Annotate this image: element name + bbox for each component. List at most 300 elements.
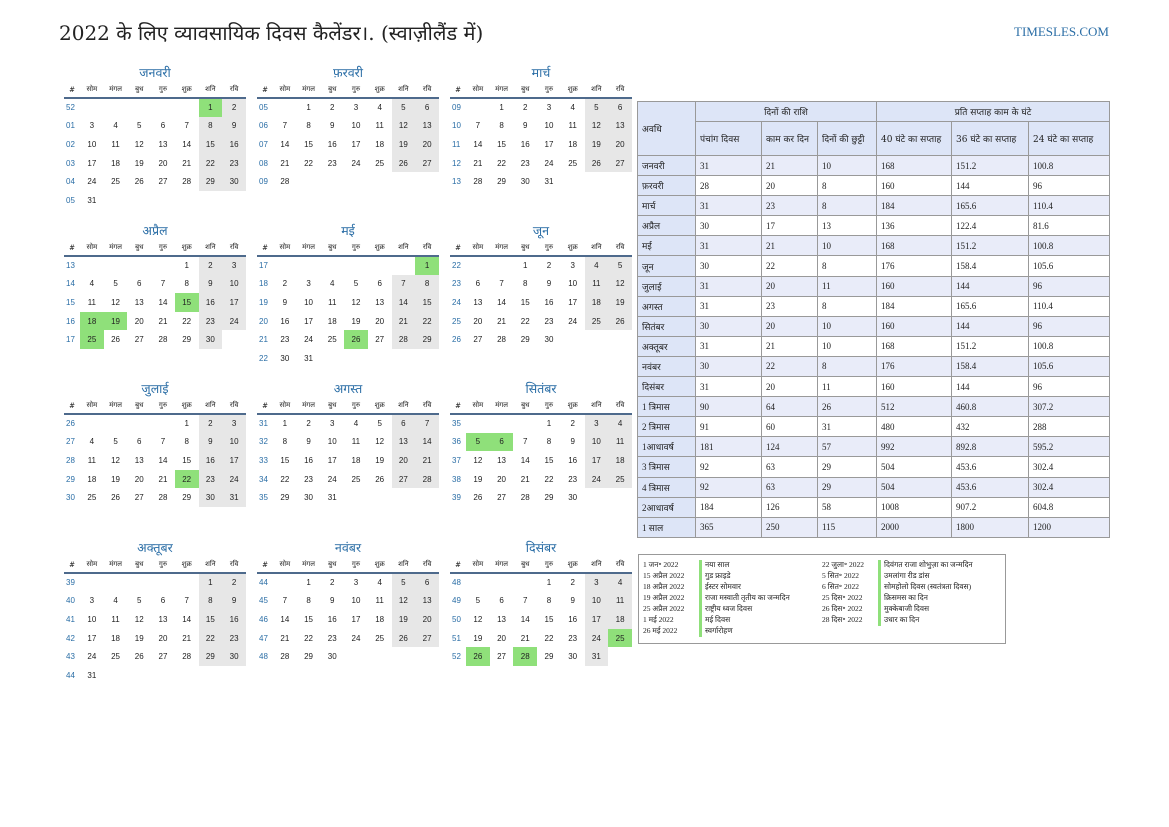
day-cell (320, 256, 344, 275)
value-cell: 2000 (877, 517, 952, 537)
weekday-header: शनि (199, 398, 223, 414)
value-cell: 144 (952, 377, 1029, 397)
day-cell: 21 (473, 158, 483, 168)
value-cell: 8 (818, 356, 877, 376)
day-cell (175, 191, 199, 210)
day-cell: 4 (377, 578, 382, 588)
day-cell: 5 (392, 98, 416, 117)
day-cell: 15 (182, 455, 192, 465)
weekday-header: गुरु (151, 398, 175, 414)
value-cell: 96 (1029, 276, 1110, 296)
day-cell: 6 (475, 279, 481, 289)
day-cell: 8 (199, 592, 223, 611)
period-cell: मार्च (638, 196, 696, 216)
weekday-header: शनि (392, 398, 416, 414)
day-cell: 24 (585, 470, 609, 489)
value-cell: 92 (696, 457, 762, 477)
holiday-item (822, 571, 973, 582)
day-cell: 13 (497, 614, 506, 624)
weekday-header: रवि (222, 240, 246, 256)
table-row (638, 316, 1110, 336)
day-cell: 18 (327, 316, 337, 326)
day-cell (104, 573, 128, 592)
holiday-column (822, 560, 973, 626)
day-cell: 8 (199, 117, 223, 136)
week-number: 52 (452, 652, 461, 662)
day-cell: 13 (497, 455, 506, 465)
day-cell: 29 (280, 493, 290, 503)
day-cell: 15 (544, 455, 554, 465)
value-cell: 29 (818, 457, 877, 477)
day-cell: 7 (282, 121, 288, 131)
month-calendar (450, 380, 632, 507)
day-cell: 27 (158, 177, 168, 187)
value-cell: 136 (877, 216, 952, 236)
column-header: 40 घंटे का सप्ताह (877, 122, 952, 156)
value-cell: 58 (818, 497, 877, 517)
table-row (638, 517, 1110, 537)
day-cell: 30 (544, 335, 554, 345)
weekday-header: # (64, 82, 80, 98)
value-cell: 144 (952, 176, 1029, 196)
value-cell: 907.2 (952, 497, 1029, 517)
day-cell: 19 (351, 316, 361, 326)
value-cell: 144 (952, 276, 1029, 296)
day-cell: 26 (111, 493, 120, 503)
day-cell: 12 (392, 117, 416, 136)
day-cell (415, 172, 439, 191)
day-cell: 2 (523, 103, 528, 113)
day-cell: 10 (544, 121, 554, 131)
business-days-table (637, 101, 1110, 538)
week-number: 38 (452, 474, 461, 484)
day-cell: 31 (304, 353, 313, 363)
day-cell: 20 (158, 633, 168, 643)
weekday-header: शनि (585, 240, 609, 256)
value-cell: 31 (696, 196, 762, 216)
value-cell: 126 (762, 497, 818, 517)
day-cell: 4 (113, 596, 118, 606)
day-cell: 3 (330, 419, 335, 429)
day-cell (368, 256, 392, 275)
day-cell: 29 (182, 493, 192, 503)
week-number: 46 (259, 614, 268, 624)
day-cell: 22 (280, 474, 290, 484)
day-cell: 30 (199, 488, 223, 507)
day-cell: 31 (87, 195, 97, 205)
day-cell: 31 (222, 488, 246, 507)
day-cell: 29 (182, 335, 192, 345)
day-cell: 31 (585, 647, 609, 666)
value-cell: 504 (877, 457, 952, 477)
day-cell: 3 (89, 596, 95, 606)
day-cell (320, 172, 344, 191)
day-cell (490, 256, 514, 275)
value-cell: 22 (762, 356, 818, 376)
day-cell: 7 (392, 275, 416, 294)
day-cell: 20 (375, 316, 385, 326)
day-cell: 20 (415, 610, 439, 629)
week-number: 36 (452, 437, 461, 447)
weekday-header: मंगल (490, 398, 514, 414)
day-cell (392, 256, 416, 275)
weekday-header: मंगल (104, 240, 128, 256)
period-cell: सितंबर (638, 316, 696, 336)
day-cell (344, 488, 368, 507)
week-number: 42 (66, 633, 75, 643)
day-cell (585, 330, 609, 349)
day-cell: 28 (182, 177, 192, 187)
day-cell: 4 (585, 256, 609, 275)
table-row (638, 497, 1110, 517)
week-number: 28 (66, 455, 75, 465)
value-cell: 13 (818, 216, 877, 236)
day-cell: 19 (392, 135, 416, 154)
value-cell: 110.4 (1029, 196, 1110, 216)
day-cell: 25 (608, 629, 632, 648)
day-cell: 7 (523, 596, 528, 606)
weekday-header: शनि (392, 82, 416, 98)
weekday-header: सोम (80, 398, 104, 414)
day-cell: 10 (351, 596, 361, 606)
day-cell (127, 98, 151, 117)
weekday-header: गुरु (344, 240, 368, 256)
day-cell (392, 647, 416, 666)
weekday-header: सोम (273, 557, 297, 573)
day-cell (513, 414, 537, 433)
day-cell: 12 (351, 297, 361, 307)
table-row (638, 457, 1110, 477)
day-cell: 15 (199, 610, 223, 629)
day-cell: 8 (546, 596, 552, 606)
weekday-header: मंगल (104, 398, 128, 414)
period-cell: 3 त्रिमास (638, 457, 696, 477)
day-cell: 30 (280, 353, 290, 363)
day-cell: 6 (490, 433, 514, 452)
holiday-date: 25 दिस॰ 2022 (822, 593, 863, 602)
day-cell: 20 (608, 135, 632, 154)
holiday-name: सोमहोलो दिवस (स्वतंत्रता दिवस) (878, 582, 971, 593)
day-cell: 25 (111, 177, 120, 187)
weekday-header: शनि (585, 82, 609, 98)
day-cell (585, 172, 609, 191)
day-cell: 2 (306, 419, 311, 429)
day-cell: 16 (327, 139, 337, 149)
day-cell: 15 (415, 293, 439, 312)
day-cell: 29 (199, 647, 223, 666)
day-cell: 20 (473, 316, 483, 326)
week-number: 52 (66, 103, 75, 113)
day-cell: 19 (111, 474, 120, 484)
day-cell: 23 (568, 633, 578, 643)
weekday-header: # (257, 557, 273, 573)
value-cell: 31 (818, 417, 877, 437)
weekday-header: शुक्र (561, 398, 585, 414)
day-cell: 10 (585, 592, 609, 611)
day-cell: 30 (222, 172, 246, 191)
day-cell: 17 (304, 316, 313, 326)
day-cell: 16 (568, 614, 578, 624)
weekday-header: गुरु (344, 82, 368, 98)
week-number: 49 (452, 596, 461, 606)
day-cell: 30 (222, 647, 246, 666)
day-cell: 16 (199, 451, 223, 470)
day-cell: 5 (608, 256, 632, 275)
day-cell: 23 (327, 158, 337, 168)
day-cell: 7 (523, 437, 528, 447)
weekday-header: सोम (273, 240, 297, 256)
day-cell: 15 (520, 297, 530, 307)
weekday-header: रवि (415, 82, 439, 98)
day-cell: 23 (222, 154, 246, 173)
holiday-date: 28 दिस॰ 2022 (822, 615, 863, 624)
value-cell: 595.2 (1029, 437, 1110, 457)
period-cell: 4 त्रिमास (638, 477, 696, 497)
day-cell: 4 (113, 121, 118, 131)
day-cell: 26 (585, 154, 609, 173)
day-cell (151, 666, 175, 685)
day-cell: 16 (199, 293, 223, 312)
day-cell: 8 (415, 275, 439, 294)
weekday-header: मंगल (297, 398, 321, 414)
day-cell: 9 (306, 437, 311, 447)
day-cell: 23 (327, 633, 337, 643)
week-number: 10 (452, 121, 461, 131)
day-cell: 8 (282, 437, 288, 447)
value-cell: 96 (1029, 316, 1110, 336)
hours-group-header: प्रति सप्ताह काम के घंटे (877, 102, 1110, 122)
day-cell: 20 (158, 158, 168, 168)
day-cell (104, 666, 128, 685)
value-cell: 26 (818, 397, 877, 417)
value-cell: 158.4 (952, 356, 1029, 376)
day-cell: 14 (520, 614, 530, 624)
period-cell: दिसंबर (638, 377, 696, 397)
day-cell: 7 (415, 414, 439, 433)
day-cell (151, 256, 175, 275)
day-cell: 27 (473, 335, 483, 345)
weekday-header: बुध (513, 557, 537, 573)
day-cell: 27 (415, 154, 439, 173)
value-cell: 8 (818, 196, 877, 216)
day-cell: 19 (375, 455, 385, 465)
day-cell: 25 (80, 330, 104, 349)
weekday-header: # (257, 82, 273, 98)
day-cell: 11 (608, 592, 632, 611)
column-header: काम कर दिन (762, 122, 818, 156)
value-cell: 160 (877, 377, 952, 397)
day-cell: 3 (222, 256, 246, 275)
day-cell: 6 (415, 573, 439, 592)
day-cell (561, 172, 585, 191)
holiday-item (643, 560, 790, 571)
day-cell: 15 (175, 293, 199, 312)
week-number: 31 (259, 419, 268, 429)
value-cell: 17 (762, 216, 818, 236)
value-cell: 30 (696, 356, 762, 376)
table-row (638, 377, 1110, 397)
day-cell: 22 (415, 312, 439, 331)
day-cell: 17 (351, 139, 361, 149)
table-row (638, 236, 1110, 256)
day-cell: 22 (304, 158, 313, 168)
day-cell: 21 (280, 158, 290, 168)
day-cell: 5 (353, 279, 359, 289)
holiday-name: दिवंगत राजा शोभुज़ा का जन्मदिन (878, 560, 973, 571)
weekday-header: रवि (415, 398, 439, 414)
day-cell: 26 (608, 312, 632, 331)
holiday-item (822, 593, 973, 604)
holiday-date: 22 जुला॰ 2022 (822, 560, 865, 569)
day-cell: 27 (158, 652, 168, 662)
day-cell: 28 (280, 177, 290, 187)
day-cell: 4 (608, 573, 632, 592)
day-cell: 8 (184, 279, 189, 289)
value-cell: 60 (762, 417, 818, 437)
day-cell: 4 (608, 414, 632, 433)
value-cell: 165.6 (952, 296, 1029, 316)
value-cell: 165.6 (952, 196, 1029, 216)
period-cell: 1आधावर्ष (638, 437, 696, 457)
value-cell: 122.4 (952, 216, 1029, 236)
value-cell: 64 (762, 397, 818, 417)
day-cell: 18 (608, 610, 632, 629)
day-cell: 1 (306, 578, 311, 588)
weekday-header: शनि (199, 240, 223, 256)
week-number: 40 (66, 596, 75, 606)
value-cell: 28 (696, 176, 762, 196)
day-cell: 21 (520, 633, 530, 643)
weekday-header: सोम (466, 557, 490, 573)
week-number: 01 (66, 121, 75, 131)
value-cell: 96 (1029, 377, 1110, 397)
month-name: अक्तूबर (137, 540, 173, 555)
day-cell: 18 (585, 293, 609, 312)
weekday-header: बुध (127, 557, 151, 573)
day-cell (175, 98, 199, 117)
day-cell (175, 573, 199, 592)
day-cell: 22 (544, 633, 554, 643)
day-cell: 18 (608, 451, 632, 470)
weekday-header: रवि (608, 557, 632, 573)
week-number: 25 (452, 316, 461, 326)
week-number: 22 (452, 261, 461, 271)
holiday-date: 6 सित॰ 2022 (822, 582, 859, 591)
day-cell: 29 (415, 330, 439, 349)
day-cell: 28 (415, 470, 439, 489)
day-cell (151, 191, 175, 210)
day-cell: 4 (89, 437, 95, 447)
holiday-name: उधार का दिन (878, 615, 919, 626)
days-group-header: दिनों की राशि (696, 102, 877, 122)
day-cell: 29 (520, 335, 530, 345)
value-cell: 168 (877, 336, 952, 356)
holiday-name: राष्ट्रीय ध्वज दिवस (699, 604, 752, 615)
weekday-header: गुरु (537, 398, 561, 414)
table-row (638, 437, 1110, 457)
day-cell: 18 (80, 312, 104, 331)
value-cell: 20 (762, 276, 818, 296)
weekday-header: रवि (415, 557, 439, 573)
value-cell: 100.8 (1029, 336, 1110, 356)
day-cell: 1 (199, 98, 223, 117)
value-cell: 21 (762, 156, 818, 176)
day-cell: 25 (585, 312, 609, 331)
weekday-header: बुध (320, 398, 344, 414)
day-cell (368, 349, 392, 368)
week-number: 51 (452, 633, 461, 643)
day-cell: 3 (222, 414, 246, 433)
week-number: 35 (259, 493, 268, 503)
day-cell: 24 (351, 633, 361, 643)
day-cell: 10 (351, 121, 361, 131)
value-cell: 124 (762, 437, 818, 457)
table-row (638, 477, 1110, 497)
value-cell: 160 (877, 316, 952, 336)
value-cell: 63 (762, 477, 818, 497)
column-header: 24 घंटे का सप्ताह (1029, 122, 1110, 156)
holiday-item (822, 560, 973, 571)
weekday-header: # (64, 557, 80, 573)
day-cell (585, 488, 609, 507)
day-cell: 4 (570, 103, 575, 113)
week-number: 08 (259, 158, 268, 168)
holiday-item (643, 604, 790, 615)
week-number: 35 (452, 419, 461, 429)
value-cell: 105.6 (1029, 356, 1110, 376)
day-cell: 1 (184, 261, 189, 271)
month-calendar (450, 222, 632, 349)
day-cell: 9 (282, 297, 288, 307)
day-cell: 14 (182, 614, 192, 624)
day-cell: 12 (375, 437, 385, 447)
day-cell: 22 (304, 633, 313, 643)
day-cell: 12 (392, 592, 416, 611)
week-number: 24 (452, 297, 461, 307)
day-cell (561, 330, 585, 349)
day-cell (415, 488, 439, 507)
value-cell: 1200 (1029, 517, 1110, 537)
holiday-item (643, 626, 790, 637)
weekday-header: मंगल (104, 557, 128, 573)
day-cell (608, 647, 632, 666)
day-cell: 31 (87, 670, 97, 680)
day-cell (127, 414, 151, 433)
weekday-header: रवि (222, 398, 246, 414)
week-number: 50 (452, 614, 461, 624)
day-cell: 17 (222, 451, 246, 470)
day-cell: 13 (473, 297, 483, 307)
day-cell: 9 (222, 117, 246, 136)
day-cell: 11 (585, 275, 609, 294)
period-cell: 1 त्रिमास (638, 397, 696, 417)
week-number: 06 (259, 121, 268, 131)
day-cell: 9 (570, 437, 575, 447)
day-cell: 2 (222, 98, 246, 117)
day-cell: 1 (184, 419, 189, 429)
day-cell: 25 (608, 470, 632, 489)
weekday-header: मंगल (297, 82, 321, 98)
period-cell: नवंबर (638, 356, 696, 376)
weekday-header: शुक्र (175, 82, 199, 98)
day-cell: 20 (134, 474, 144, 484)
site-link[interactable]: TIMESLES.COM (1014, 24, 1109, 39)
week-number: 11 (452, 139, 461, 149)
day-cell: 26 (134, 177, 144, 187)
holiday-name: गुड फ्राइडे (699, 571, 731, 582)
week-number: 44 (66, 670, 75, 680)
weekday-header: शुक्र (368, 82, 392, 98)
